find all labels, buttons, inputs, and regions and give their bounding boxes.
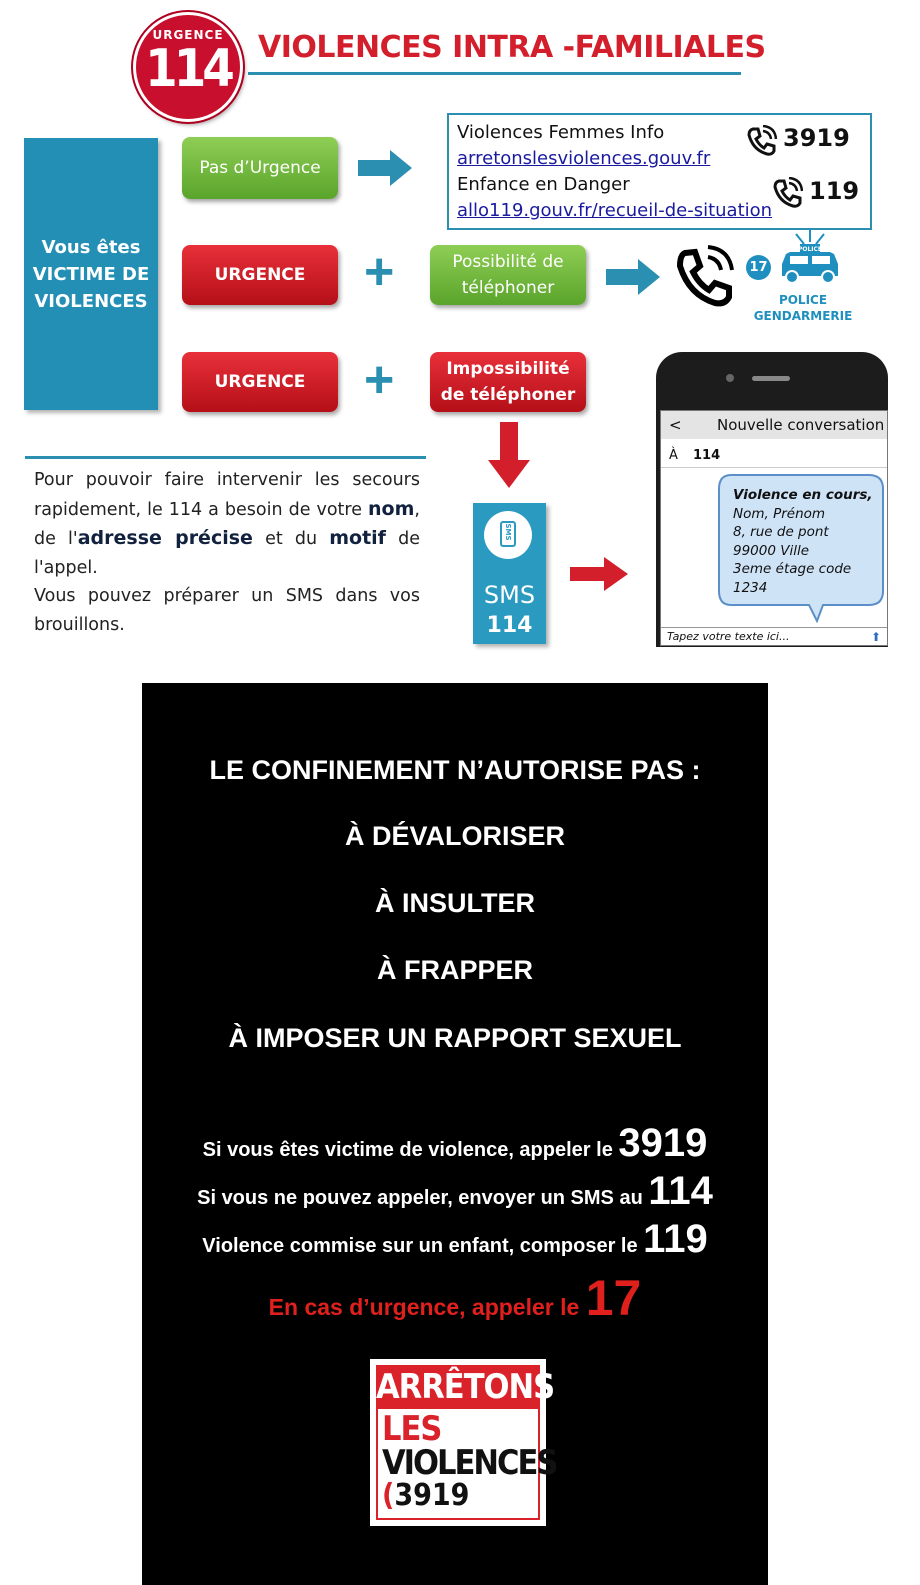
sms-114-box (473, 503, 546, 644)
message-bold: Violence en cours, (733, 487, 873, 503)
call-number: 119 (643, 1217, 708, 1261)
message-input-placeholder: Tapez votre texte ici... (667, 630, 790, 643)
possible-call-button (430, 245, 586, 305)
confinement-poster (142, 683, 768, 1585)
call-text: En cas d’urgence, appeler le (268, 1294, 580, 1320)
logo-phone-icon: ( (382, 1478, 395, 1513)
para-sms-tip: Vous pouvez préparer un SMS dans vos brouillons. (34, 586, 420, 635)
recipient-label: À (669, 448, 678, 463)
sms-icon: SMS (484, 511, 532, 559)
emergency-button-2: URGENCE (182, 352, 338, 412)
enfance-danger-link[interactable]: allo119.gouv.fr/recueil-de-situation (457, 200, 773, 221)
send-arrow-icon[interactable]: ⬆ (870, 630, 881, 644)
arrow-right-icon (606, 257, 662, 297)
poster-line-devaloriser: À DÉVALORISER (344, 821, 566, 851)
call-line-3919 (142, 1121, 768, 1166)
message-line: Nom, Prénom (733, 505, 826, 522)
logo-line1: ARRÊTONS (376, 1367, 555, 1407)
call-text: Si vous êtes victime de violence, appeler le (202, 1139, 613, 1161)
police-label (752, 292, 854, 324)
logo-line4: (3919 (382, 1478, 470, 1513)
femmes-info-link[interactable]: arretonslesviolences.gouv.fr (457, 148, 711, 169)
message-line: 3eme étage code (733, 561, 852, 577)
impossible-line2: de téléphoner (440, 385, 576, 405)
message-input[interactable] (661, 627, 887, 646)
no-emergency-button: Pas d’Urgence (182, 137, 338, 199)
conversation-header (661, 411, 887, 439)
phone-icon (745, 125, 777, 157)
arrow-down-icon (488, 422, 530, 488)
plus-icon: + (364, 351, 395, 409)
femmes-info-number: 3919 (783, 124, 850, 152)
femmes-info-label: Violences Femmes Info (457, 122, 665, 143)
message-text (733, 486, 873, 597)
para-motif: motif (329, 527, 386, 549)
logo-number: 114 (145, 39, 231, 99)
para-text: Pour pouvoir faire intervenir les secours rapidement, le 114 a besoin de votre (34, 470, 420, 520)
recipient-field[interactable] (661, 445, 887, 468)
victim-line2: VICTIME DE (32, 263, 150, 285)
message-line: 99000 Ville (733, 542, 810, 559)
possible-line2: téléphoner (461, 278, 555, 298)
phone-camera (726, 374, 734, 382)
victim-line1: Vous êtes (41, 236, 141, 258)
para-nom: nom (368, 497, 415, 520)
police-number-badge: 17 (746, 255, 771, 280)
title-underline (248, 72, 741, 75)
arretons-violences-logo (370, 1359, 557, 1526)
phone-speaker (752, 376, 790, 381)
page-title: VIOLENCES INTRA -FAMILIALES (258, 30, 766, 65)
police-car-icon (776, 230, 844, 286)
call-text: Si vous ne pouvez appeler, envoyer un SMS au (197, 1187, 643, 1209)
plus-icon: + (364, 243, 395, 301)
urgence-114-logo (133, 12, 243, 122)
info-box (447, 113, 872, 230)
poster-line-frapper: À FRAPPER (376, 955, 533, 985)
emergency-button-1: URGENCE (182, 245, 338, 305)
poster-line-insulter: À INSULTER (375, 888, 535, 918)
para-text: de l'appel. (34, 529, 420, 578)
message-line: 8, rue de pont (733, 524, 829, 540)
logo-top-text: URGENCE (152, 28, 224, 42)
instructions-paragraph (34, 466, 420, 639)
poster-line-rapport: À IMPOSER UN RAPPORT SEXUEL (228, 1023, 682, 1053)
impossible-line1: Impossibilité (446, 359, 570, 379)
police-car-label: POLICE (797, 246, 823, 253)
para-text: et du (252, 529, 330, 549)
phone-screen (660, 410, 888, 646)
police-label-line2: GENDARMERIE (753, 309, 853, 323)
call-line-119 (142, 1217, 768, 1262)
call-number: 17 (585, 1270, 642, 1326)
para-text: , de l' (34, 499, 420, 549)
message-line: 1234 (733, 579, 768, 596)
arrow-right-icon (570, 556, 630, 592)
call-number: 114 (648, 1169, 713, 1213)
victim-box (24, 138, 158, 410)
logo-line2: LES (382, 1409, 442, 1449)
phone-mockup (656, 352, 888, 647)
sms-label: SMS (483, 581, 536, 609)
poster-heading: LE CONFINEMENT N’AUTORISE PAS : (209, 755, 701, 785)
possible-line1: Possibilité de (452, 252, 564, 272)
arrow-right-icon (358, 148, 414, 188)
impossible-call-button (430, 352, 586, 412)
conversation-title: Nouvelle conversation (717, 416, 885, 434)
phone-call-icon (672, 244, 738, 310)
enfance-danger-label: Enfance en Danger (457, 174, 630, 195)
sms-number: 114 (486, 613, 533, 638)
police-label-line1: POLICE (778, 293, 828, 307)
section-divider (25, 456, 426, 459)
call-line-17 (142, 1269, 768, 1327)
phone-icon (771, 177, 803, 209)
call-line-114 (142, 1169, 768, 1214)
recipient-value: 114 (693, 448, 721, 463)
back-button[interactable]: < (669, 416, 682, 434)
victim-line3: VIOLENCES (34, 290, 148, 312)
call-number: 3919 (618, 1121, 708, 1165)
para-adresse: adresse précise (77, 527, 253, 549)
logo-line3: VIOLENCES (382, 1443, 557, 1483)
enfance-danger-number: 119 (809, 177, 860, 205)
call-text: Violence commise sur un enfant, composer le (202, 1235, 638, 1257)
